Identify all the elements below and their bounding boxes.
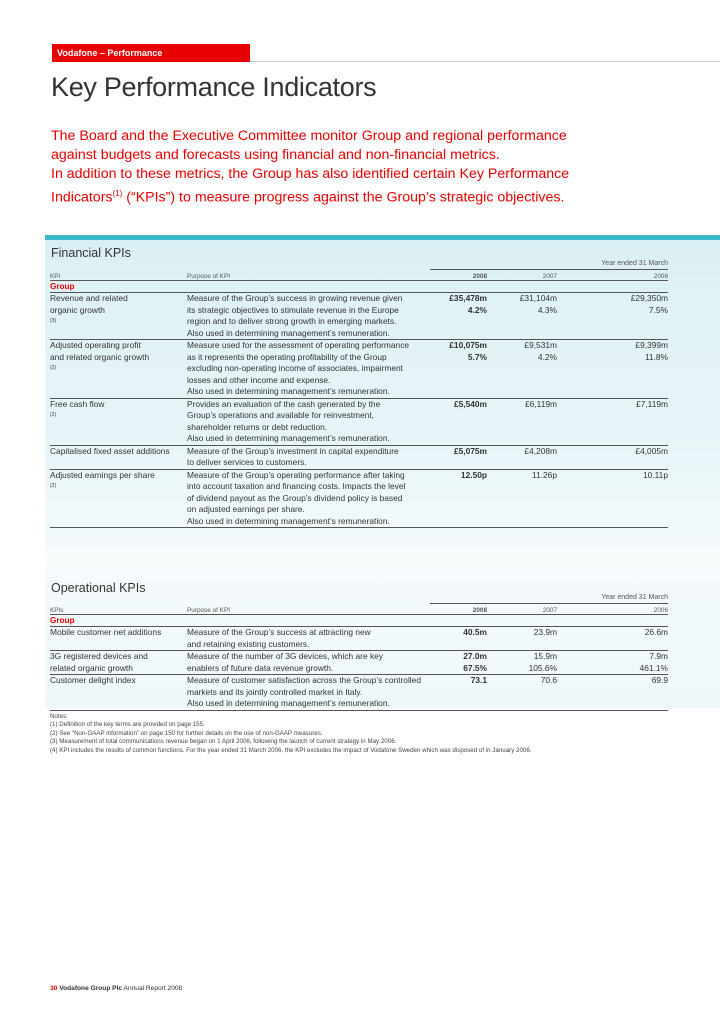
value-2008 — [432, 399, 487, 445]
table-row — [50, 446, 668, 470]
kpi-name — [50, 675, 187, 710]
kpi-name-line: Adjusted operating profit — [50, 340, 141, 350]
section-tab: Vodafone – Performance — [52, 44, 250, 62]
header-2007: 2007 — [542, 607, 557, 614]
kpi-purpose-line: on adjusted earnings per share. — [187, 504, 305, 514]
value-2008-line: 40.5m — [463, 627, 487, 637]
intro-line: The Board and the Executive Committee monitor Group and regional performance — [51, 128, 567, 144]
footnote-ref: (1) — [112, 189, 123, 198]
value-2006-line: £9,399m — [635, 340, 668, 350]
kpi-purpose-line: Measure of the number of 3G devices, which are key — [187, 651, 383, 661]
table-header — [50, 604, 668, 614]
value-2007 — [487, 340, 557, 398]
table-rows — [50, 627, 668, 711]
note-item: (3) Measurement of total communications revenue began on 1 April 2006, following the launch of current strategy in May 2006. — [50, 738, 397, 746]
kpi-name-line — [50, 399, 187, 424]
header-2008: 2008 — [472, 607, 487, 614]
operational-kpis-table — [50, 594, 668, 711]
value-2007-line: 4.2% — [537, 351, 557, 362]
value-2007-line: £9,531m — [524, 340, 557, 350]
kpi-purpose-line: shareholder returns or debt reduction. — [187, 421, 328, 432]
kpi-purpose-line: markets and its jointly controlled market in Italy. — [187, 686, 363, 697]
intro-line-post: (“KPIs”) to measure progress against the Group’s strategic objectives. — [122, 189, 565, 206]
value-2008 — [432, 446, 487, 469]
intro-line-pre: Indicators — [51, 189, 113, 206]
group-label: Group — [50, 280, 668, 293]
kpi-name-line: Revenue and related — [50, 293, 128, 303]
group-label: Group — [50, 614, 668, 627]
operational-kpis-title: Operational KPIs — [51, 581, 146, 595]
value-2008-line: 4.2% — [467, 304, 487, 315]
value-2006-line: 26.6m — [644, 627, 668, 637]
value-2008 — [432, 627, 487, 650]
header-purpose: Purpose of KPI — [187, 273, 230, 280]
note-item: (1) Definition of the key terms are provided on page 155. — [50, 721, 205, 729]
kpi-name — [50, 399, 187, 445]
table-row — [50, 293, 668, 340]
kpi-name — [50, 293, 187, 339]
value-2006 — [557, 470, 668, 528]
value-2007-line: 23.9m — [533, 627, 557, 637]
value-2007-line: 15.9m — [533, 651, 557, 661]
kpi-name-line: related organic growth — [50, 662, 133, 673]
intro-text — [51, 127, 651, 208]
kpi-name-line: Customer delight index — [50, 675, 136, 685]
kpi-purpose — [187, 399, 432, 445]
value-2006-line: £4,005m — [635, 445, 668, 456]
value-2007-line: 105.6% — [528, 662, 557, 673]
table-row — [50, 399, 668, 446]
header-2007: 2007 — [542, 273, 557, 280]
table-row — [50, 470, 668, 529]
kpi-purpose — [187, 293, 432, 339]
value-2007 — [487, 470, 557, 528]
kpi-name-line: Capitalised fixed asset additions — [50, 445, 170, 456]
kpi-purpose-line: Also used in determining management’s remuneration. — [187, 327, 390, 338]
value-2008 — [432, 340, 487, 398]
kpi-purpose-line: Measure of the Group’s operating performance after taking — [187, 469, 405, 480]
kpi-purpose-line: Group’s operations and available for reinvestment, — [187, 410, 374, 420]
kpi-purpose-line: into account taxation and financing costs. Impacts the level — [187, 481, 406, 491]
kpi-purpose-line: and retaining existing customers. — [187, 638, 310, 649]
kpi-name-line — [50, 352, 187, 377]
kpi-purpose — [187, 446, 432, 469]
value-2008-line: 73.1 — [470, 675, 487, 685]
value-2007 — [487, 446, 557, 469]
kpi-name — [50, 651, 187, 674]
kpi-purpose-line: Measure of the Group’s investment in capital expenditure — [187, 445, 399, 456]
value-2007-line: £31,104m — [519, 293, 557, 303]
value-2006-line: 10.11p — [643, 469, 668, 480]
notes-heading: Notes: — [50, 713, 68, 720]
value-2007-line: £6,119m — [525, 398, 557, 409]
kpi-name-line: Mobile customer net additions — [50, 627, 162, 637]
kpi-purpose — [187, 470, 432, 528]
value-2006-line: 7.5% — [648, 304, 668, 315]
header-2008: 2008 — [472, 273, 487, 280]
kpi-purpose-line: Also used in determining management’s remuneration. — [187, 515, 390, 526]
table-header — [50, 270, 668, 280]
financial-kpis-title: Financial KPIs — [51, 246, 131, 260]
footnote-ref: (3) — [50, 318, 57, 324]
value-2006-line: 11.8% — [644, 351, 668, 362]
value-2006 — [557, 651, 668, 674]
value-2007-line: 4.3% — [537, 304, 557, 315]
value-2008-line: £5,075m — [453, 445, 487, 456]
kpi-name-text: Free cash flow — [50, 398, 105, 409]
kpi-name — [50, 627, 187, 650]
notes — [50, 713, 670, 755]
value-2008-line: 67.5% — [463, 662, 487, 673]
intro-line — [51, 184, 651, 208]
value-2008-line: 27.0m — [463, 651, 487, 661]
value-2007-line: 11.26p — [532, 469, 557, 480]
kpi-purpose — [187, 651, 432, 674]
value-2008-line: £5,540m — [453, 398, 487, 409]
table-row — [50, 651, 668, 675]
header-kpi: KPI — [50, 273, 61, 280]
report-name: Annual Report 2008 — [123, 985, 183, 992]
kpi-purpose-line: to deliver services to customers. — [187, 457, 307, 467]
kpi-purpose-line: enablers of future data revenue growth. — [187, 662, 334, 673]
year-ended-label: Year ended 31 March — [601, 594, 668, 601]
value-2008 — [432, 651, 487, 674]
value-2006 — [557, 627, 668, 650]
value-2006-line: £29,350m — [630, 293, 668, 303]
value-2007 — [487, 651, 557, 674]
value-2008 — [432, 293, 487, 339]
kpi-name-line: 3G registered devices and — [50, 651, 148, 661]
year-ended-label: Year ended 31 March — [601, 260, 668, 267]
value-2006 — [557, 340, 668, 398]
value-2008-line: 12.50p — [460, 469, 487, 480]
note-item: (4) KPI includes the results of common functions. For the year ended 31 March 2006, the KPI excludes the impact of Vodafone Sweden which was disposed of in January 2006. — [50, 746, 532, 754]
value-2007-line: £4,208m — [524, 445, 557, 456]
footnote-ref: (2) — [50, 365, 57, 371]
kpi-purpose-line: its strategic objectives to stimulate revenue in the Europe — [187, 304, 399, 315]
header-2006: 2006 — [653, 273, 668, 280]
kpi-name-text: Adjusted earnings per share — [50, 469, 155, 480]
note-item: (2) See “Non-GAAP information” on page 150 for further details on the use of non-GAAP measures. — [50, 729, 323, 737]
value-2008 — [432, 470, 487, 528]
company-name: Vodafone Group Plc — [59, 985, 123, 992]
footnote-ref: (2) — [50, 412, 57, 418]
kpi-purpose-line: as it represents the operating profitability of the Group — [187, 351, 387, 362]
kpi-name-line — [50, 470, 187, 495]
kpi-purpose-line: Measure of customer satisfaction across the Group’s controlled — [187, 675, 421, 685]
kpi-purpose-line: Also used in determining management’s remuneration. — [187, 433, 390, 443]
value-2006-line: 7.9m — [649, 651, 668, 661]
kpi-name — [50, 340, 187, 398]
section-rule — [250, 61, 720, 62]
header-2006: 2006 — [653, 607, 668, 614]
kpi-purpose — [187, 627, 432, 650]
value-2006-line: 69.9 — [651, 675, 668, 685]
header-purpose: Purpose of KPI — [187, 607, 230, 614]
kpi-name-line — [50, 305, 187, 330]
kpi-purpose-line: Provides an evaluation of the cash generated by the — [187, 398, 381, 409]
kpi-purpose-line: excluding non-operating income of associates, impairment — [187, 363, 404, 373]
kpi-purpose-line: Measure of the Group’s success in growing revenue given — [187, 293, 403, 303]
value-2007 — [487, 675, 557, 710]
value-2008-line: 5.7% — [467, 351, 487, 362]
footnote-ref: (2) — [50, 483, 57, 489]
value-2008-line: £35,478m — [449, 293, 487, 303]
table-row — [50, 340, 668, 399]
header-kpi: KPIs — [50, 607, 64, 614]
table-rows — [50, 293, 668, 528]
value-2007 — [487, 293, 557, 339]
value-2006-line: 461.1% — [639, 662, 668, 673]
kpi-purpose — [187, 340, 432, 398]
kpi-purpose-line: losses and other income and expense. — [187, 374, 331, 385]
kpi-purpose-line: Measure used for the assessment of operating performance — [187, 340, 410, 350]
value-2008-line: £10,075m — [449, 340, 487, 350]
kpi-purpose-line: Also used in determining management’s remuneration. — [187, 698, 390, 708]
value-2006 — [557, 675, 668, 710]
kpi-purpose-line: region and to deliver strong growth in emerging markets. — [187, 316, 397, 326]
kpi-purpose — [187, 675, 432, 710]
kpi-name-text: and related organic growth — [50, 351, 150, 362]
page-footer — [50, 985, 182, 992]
kpi-purpose-line: Also used in determining management’s remuneration. — [187, 386, 390, 396]
table-row — [50, 675, 668, 711]
page-title: Key Performance Indicators — [51, 72, 377, 102]
kpi-name — [50, 446, 187, 469]
value-2006 — [557, 399, 668, 445]
value-2008 — [432, 675, 487, 710]
kpi-purpose-line: of dividend payout as the Group’s dividend policy is based — [187, 492, 403, 503]
kpi-name-text: organic growth — [50, 304, 105, 315]
table-row — [50, 627, 668, 651]
value-2006-line: £7,119m — [636, 398, 668, 409]
value-2006 — [557, 446, 668, 469]
intro-line: against budgets and forecasts using financial and non-financial metrics. — [51, 147, 500, 163]
kpi-name — [50, 470, 187, 528]
page-number: 30 — [50, 985, 58, 992]
value-2007-line: 70.6 — [540, 675, 557, 685]
financial-kpis-table — [50, 260, 668, 528]
value-2006 — [557, 293, 668, 339]
kpi-purpose-line: Measure of the Group’s success at attracting new — [187, 627, 371, 637]
value-2007 — [487, 627, 557, 650]
value-2007 — [487, 399, 557, 445]
intro-line: In addition to these metrics, the Group has also identified certain Key Performance — [51, 166, 570, 182]
